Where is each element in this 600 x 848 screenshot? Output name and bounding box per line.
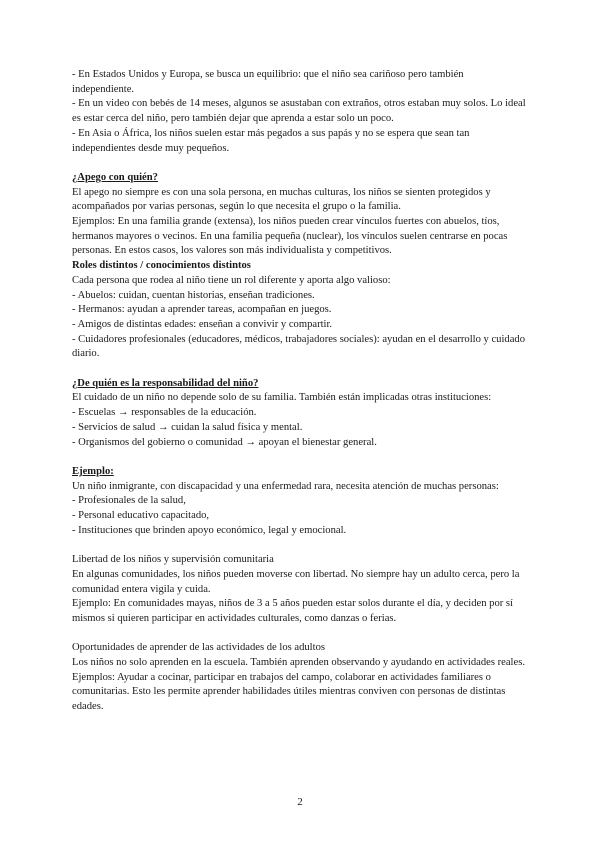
responsabilidad-intro: El cuidado de un niño no depende solo de su familia. También están implicadas otras instituciones:	[72, 392, 492, 404]
oportunidades-heading: Oportunidades de aprender de las actividades de los adultos	[72, 642, 325, 654]
responsabilidad-item: - Organismos del gobierno o comunidad → apoyan el bienestar general.	[72, 436, 377, 448]
ejemplo-item: - Personal educativo capacitado,	[72, 510, 210, 522]
responsabilidad-item: - Servicios de salud → cuidan la salud física y mental.	[72, 421, 303, 433]
responsabilidad-heading: ¿De quién es la responsabilidad del niño?	[72, 377, 259, 389]
roles-heading: Roles distintos / conocimientos distintos	[72, 260, 251, 272]
responsabilidad-section	[72, 377, 528, 451]
roles-intro: Cada persona que rodea al niño tiene un rol diferente y aporta algo valioso:	[72, 274, 391, 286]
oportunidades-section	[72, 641, 528, 715]
oportunidades-paragraph: Los niños no solo aprenden en la escuela. También aprenden observando y ayudando en actividades reales.	[72, 657, 525, 669]
apego-section	[72, 171, 528, 259]
intro-line-1: - En Estados Unidos y Europa, se busca un equilibrio: que el niño sea cariñoso pero también independiente.	[72, 69, 464, 95]
apego-heading: ¿Apego con quién?	[72, 171, 158, 183]
libertad-example: Ejemplo: En comunidades mayas, niños de 3 a 5 años pueden estar solos durante el día, y deciden por sí mismos si quieren participar en actividades culturales, como danzas o ferias.	[72, 598, 514, 624]
ejemplo-intro: Un niño inmigrante, con discapacidad y una enfermedad rara, necesita atención de muchas personas:	[72, 480, 499, 492]
ejemplo-heading: Ejemplo:	[72, 465, 114, 477]
oportunidades-example: Ejemplos: Ayudar a cocinar, participar en trabajos del campo, colaborar en actividades familiares o comunitarias. Esto les permite aprender habilidades útiles mientras conviven con personas de distintas edades.	[72, 671, 506, 713]
responsabilidad-item: - Escuelas → responsables de la educación.	[72, 407, 257, 419]
roles-item: - Amigos de distintas edades: enseñan a convivir y compartir.	[72, 318, 333, 330]
roles-section	[72, 259, 528, 362]
intro-line-3: - En Asia o África, los niños suelen estar más pegados a sus papás y no se espera que sean tan independientes desde muy pequeños.	[72, 127, 470, 154]
ejemplo-item: - Instituciones que brinden apoyo económico, legal y emocional.	[72, 524, 347, 536]
apego-paragraph: El apego no siempre es con una sola persona, en muchas culturas, los niños se sienten protegidos y acompañados por varias personas, según lo que necesita el grupo o la familia.	[72, 186, 491, 213]
libertad-heading: Libertad de los niños y supervisión comunitaria	[72, 554, 274, 566]
ejemplo-item: - Profesionales de la salud,	[72, 495, 186, 507]
page-number: 2	[297, 796, 303, 808]
ejemplo-section	[72, 465, 528, 539]
document-page	[72, 68, 528, 715]
intro-line-2: - En un video con bebés de 14 meses, algunos se asustaban con extraños, otros estaban muy solos. Lo ideal es estar cerca del niño, pero también dejar que aprenda a estar solo un poco.	[72, 98, 526, 125]
roles-item: - Cuidadores profesionales (educadores, médicos, trabajadores sociales): ayudan en el desarrollo y cuidado diario.	[72, 333, 526, 360]
libertad-section	[72, 553, 528, 627]
intro-section	[72, 68, 528, 156]
roles-item: - Hermanos: ayudan a aprender tareas, acompañan en juegos.	[72, 304, 332, 316]
apego-example: Ejemplos: En una familia grande (extensa), los niños pueden crear vínculos fuertes con abuelos, tíos, hermanos mayores o vecinos. En una familia pequeña (nuclear), los vínculos suelen centrarse en pocas personas. En estos casos, los valores son más individualista y competitivos.	[72, 216, 508, 257]
roles-item: - Abuelos: cuidan, cuentan historias, enseñan tradiciones.	[72, 289, 315, 301]
libertad-paragraph: En algunas comunidades, los niños pueden moverse con libertad. No siempre hay un adulto cerca, pero la comunidad entera vigila y cuida.	[72, 568, 520, 595]
